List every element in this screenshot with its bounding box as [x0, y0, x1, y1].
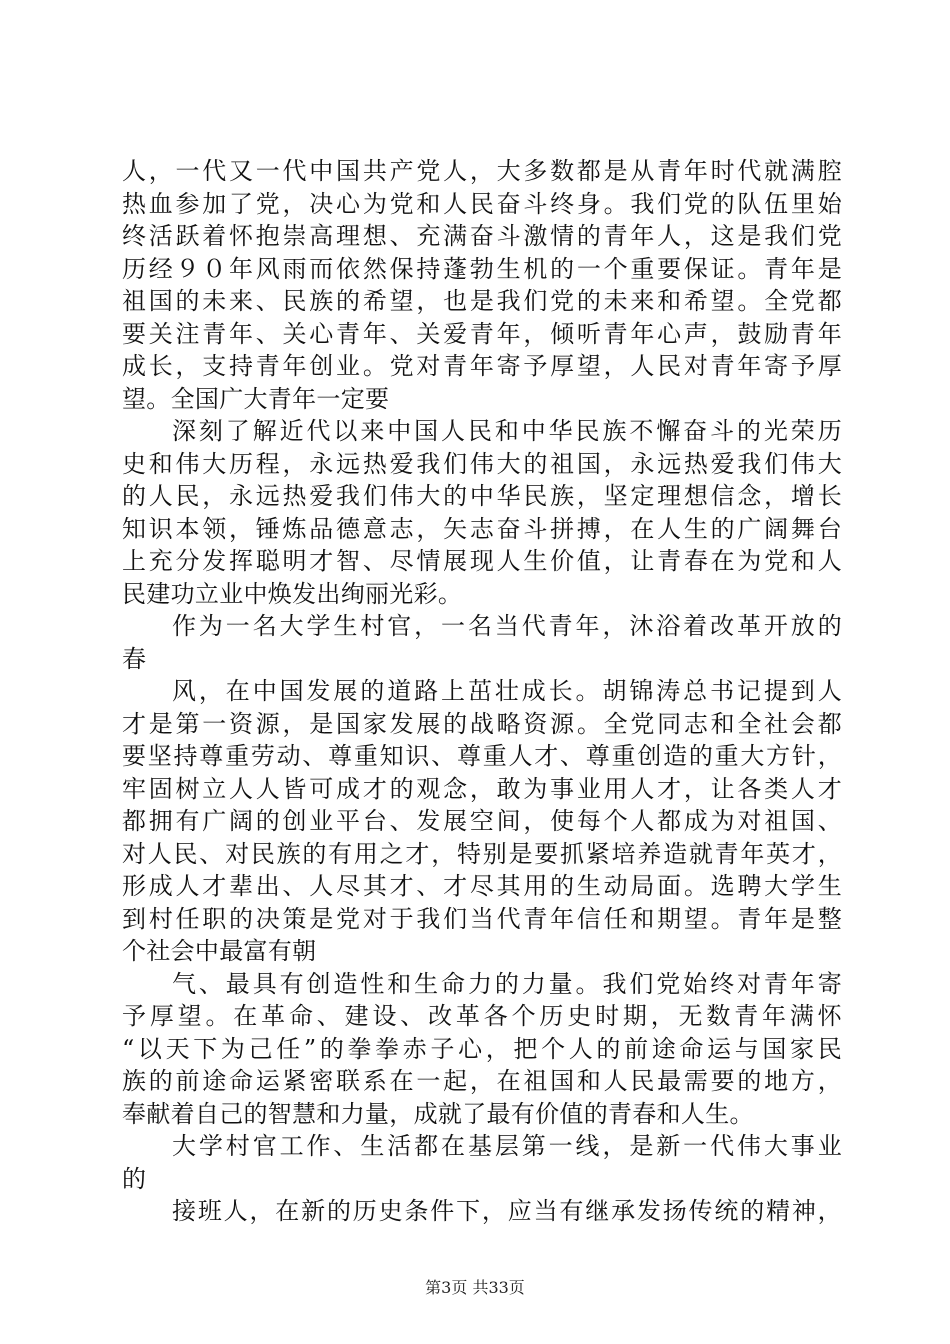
- text-line: 望。全国广大青年一定要: [122, 384, 390, 413]
- text-line: 深刻了解近代以来中国人民和中华民族不懈奋斗的光荣历: [172, 417, 842, 445]
- document-body: [122, 155, 842, 1228]
- text-line: 予厚望。在革命、建设、改革各个历史时期，无数青年满怀: [122, 1002, 842, 1030]
- text-line: 终活跃着怀抱崇高理想、充满奋斗激情的青年人，这是我们党: [122, 222, 842, 250]
- text-line: 的人民，永远热爱我们伟大的中华民族，坚定理想信念，增长: [122, 482, 842, 510]
- text-line: 民建功立业中焕发出绚丽光彩。: [122, 579, 463, 608]
- page-footer: 第3页 共33页: [425, 1278, 525, 1297]
- text-line: 大学村官工作、生活都在基层第一线，是新一代伟大事业: [172, 1132, 842, 1160]
- text-line: 成长，支持青年创业。党对青年寄予厚望，人民对青年寄予厚: [122, 352, 842, 380]
- text-line: 接班人，在新的历史条件下，应当有继承发扬传统的精神，: [172, 1197, 842, 1225]
- text-line: 热血参加了党，决心为党和人民奋斗终身。我们党的队伍里始: [122, 189, 842, 218]
- text-line: 奉献着自己的智慧和力量，成就了最有价值的青春和人生。: [122, 1099, 754, 1128]
- text-line: 要关注青年、关心青年、关爱青年，倾听青年心声，鼓励青年: [122, 319, 842, 348]
- text-line: 要坚持尊重劳动、尊重知识、尊重人才、尊重创造的重大方针，: [122, 742, 842, 770]
- text-line: 才是第一资源，是国家发展的战略资源。全党同志和全社会都: [122, 709, 842, 738]
- text-line: 到村任职的决策是党对于我们当代青年信任和期望。青年是整: [122, 904, 842, 933]
- text-line: 祖国的未来、民族的希望，也是我们党的未来和希望。全党都: [122, 287, 842, 315]
- text-line: 个社会中最富有朝: [122, 937, 317, 965]
- text-line: 知识本领，锤炼品德意志，矢志奋斗拼搏，在人生的广阔舞台: [122, 514, 842, 543]
- text-line: 作为一名大学生村官，一名当代青年，沐浴着改革开放的: [172, 612, 842, 640]
- text-line: 对人民、对民族的有用之才，特别是要抓紧培养造就青年英才，: [122, 839, 842, 868]
- text-line: 上充分发挥聪明才智、尽情展现人生价值，让青春在为党和人: [122, 547, 842, 575]
- text-line: 族的前途命运紧密联系在一起，在祖国和人民最需要的地方，: [122, 1067, 842, 1095]
- text-line: 气、最具有创造性和生命力的力量。我们党始终对青年寄: [172, 969, 842, 998]
- text-line: 历经９０年风雨而依然保持蓬勃生机的一个重要保证。青年是: [122, 254, 842, 283]
- text-line: 人，一代又一代中国共产党人，大多数都是从青年时代就满腔: [122, 157, 842, 185]
- text-line: 的: [122, 1164, 147, 1193]
- text-line: “以天下为己任”的拳拳赤子心，把个人的前途命运与国家民: [122, 1034, 842, 1063]
- text-line: 牢固树立人人皆可成才的观念，敢为事业用人才，让各类人才: [122, 774, 842, 803]
- text-line: 春: [122, 644, 147, 673]
- text-line: 形成人才辈出、人尽其才、才尽其用的生动局面。选聘大学生: [122, 872, 842, 900]
- text-line: 史和伟大历程，永远热爱我们伟大的祖国，永远热爱我们伟大: [122, 449, 842, 478]
- text-line: 风，在中国发展的道路上茁壮成长。胡锦涛总书记提到人: [172, 677, 842, 705]
- text-line: 都拥有广阔的创业平台、发展空间，使每个人都成为对祖国、: [122, 807, 842, 835]
